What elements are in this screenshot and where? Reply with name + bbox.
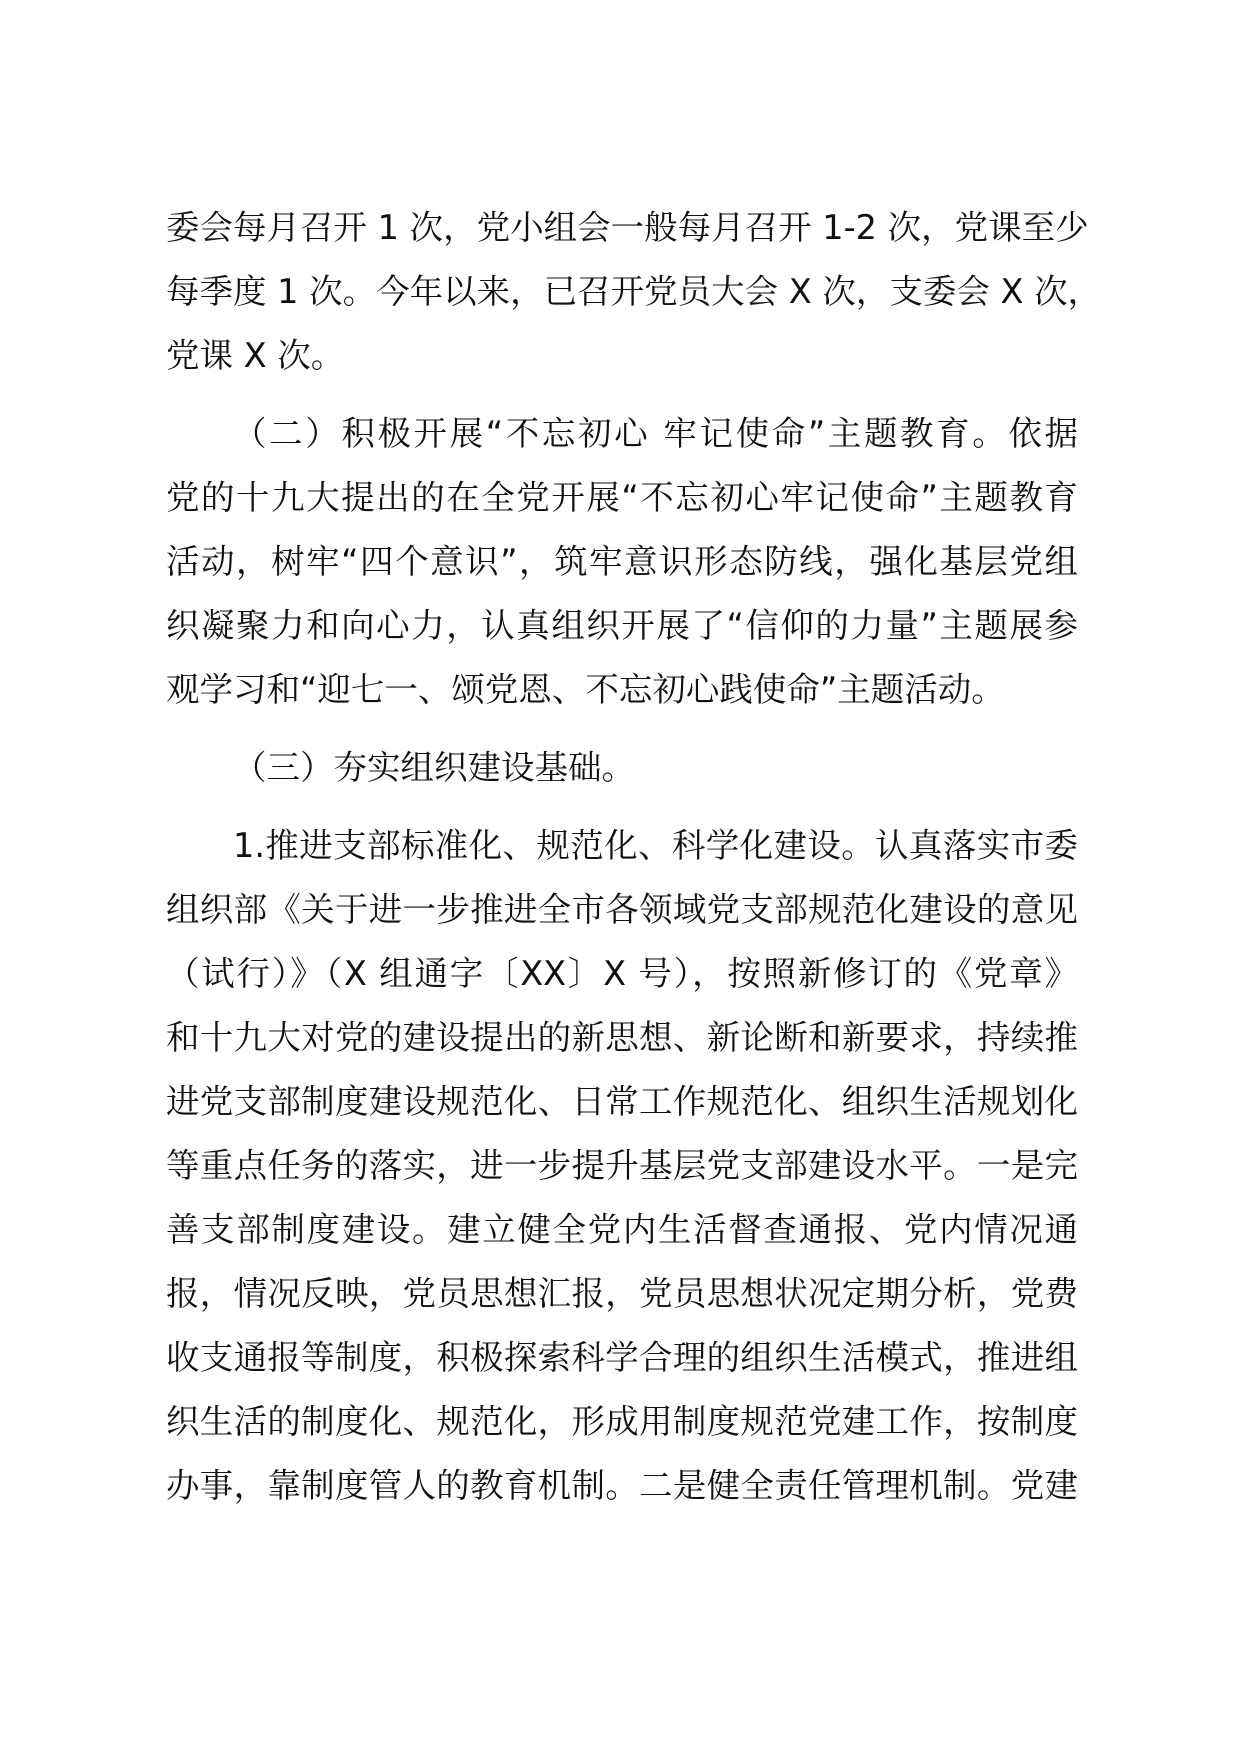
- paragraph-line: 收支通报等制度，积极探索科学合理的组织生活模式，推进组: [166, 1338, 1078, 1377]
- section-heading: （三）夯实组织建设基础。: [233, 748, 635, 787]
- paragraph-line: 党课 X 次。: [166, 336, 345, 375]
- paragraph-line: 组织部《关于进一步推进全市各领域党支部规范化建设的意见: [166, 890, 1078, 929]
- paragraph-line: 织凝聚力和向心力，认真组织开展了“信仰的力量”主题展参: [166, 606, 1078, 645]
- paragraph-line: 党的十九大提出的在全党开展“不忘初心牢记使命”主题教育: [166, 478, 1078, 517]
- paragraph-line: 善支部制度建设。建立健全党内生活督查通报、党内情况通: [166, 1210, 1078, 1249]
- document-body: [166, 196, 1102, 1518]
- paragraph-line: （二）积极开展“不忘初心 牢记使命”主题教育。依据: [233, 414, 1078, 453]
- paragraph-line: 报，情况反映，党员思想汇报，党员思想状况定期分析，党费: [166, 1274, 1078, 1313]
- paragraph-line: 每季度 1 次。今年以来，已召开党员大会 X 次，支委会 X 次，: [166, 272, 1102, 311]
- paragraph-line: 等重点任务的落实，进一步提升基层党支部建设水平。一是完: [166, 1146, 1078, 1185]
- paragraph-line: 活动，树牢“四个意识”，筑牢意识形态防线，强化基层党组: [166, 542, 1078, 581]
- paragraph-line: （试行）》（X 组通字〔XX〕X 号），按照新修订的《党章》: [166, 954, 1078, 993]
- paragraph-line: 织生活的制度化、规范化，形成用制度规范党建工作，按制度: [166, 1402, 1078, 1441]
- paragraph-line: 办事，靠制度管人的教育机制。二是健全责任管理机制。党建: [166, 1466, 1078, 1505]
- paragraph-line: 和十九大对党的建设提出的新思想、新论断和新要求，持续推: [166, 1018, 1078, 1057]
- paragraph-line: 1.推进支部标准化、规范化、科学化建设。认真落实市委: [233, 826, 1078, 865]
- paragraph-line: 进党支部制度建设规范化、日常工作规范化、组织生活规划化: [166, 1082, 1078, 1121]
- paragraph-line: 委会每月召开 1 次，党小组会一般每月召开 1-2 次，党课至少: [166, 208, 1089, 247]
- paragraph-line: 观学习和“迎七一、颂党恩、不忘初心践使命”主题活动。: [166, 670, 1005, 709]
